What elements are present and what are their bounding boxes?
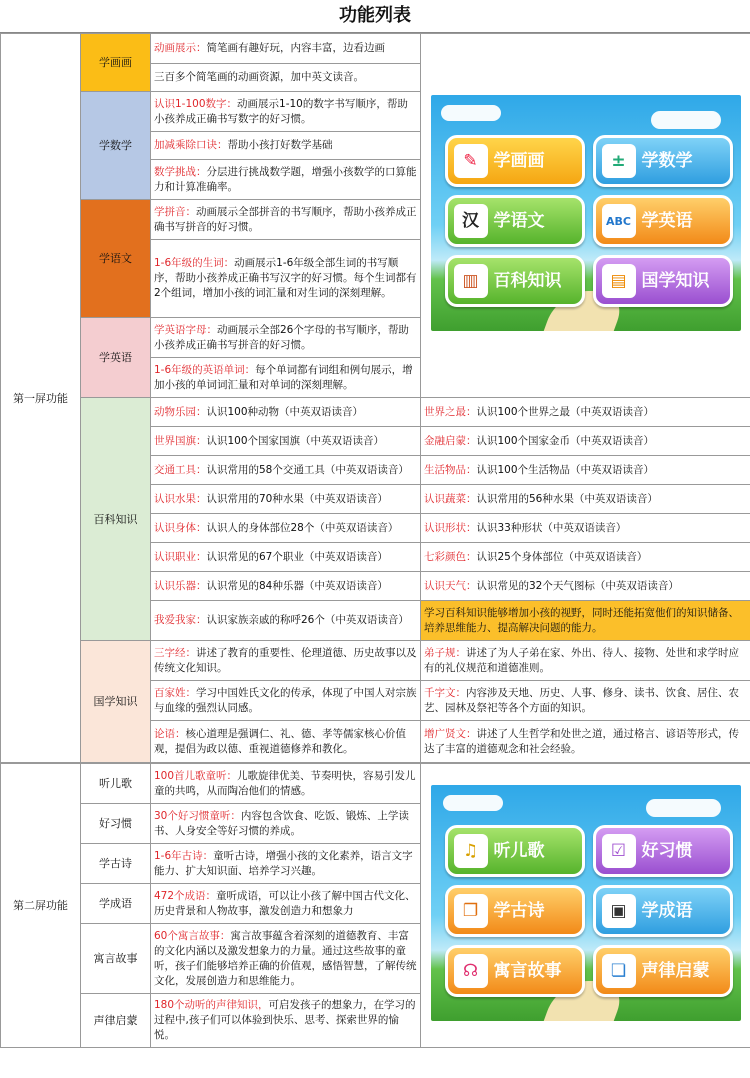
shu-row-1: 认识1-100数字：动画展示1-10的数字书写顺序，帮助小孩养成正确书写数字的好习惯。 xyxy=(151,92,421,132)
category-hua: 学画画 xyxy=(81,34,151,92)
screen1-label: 第一屏功能 xyxy=(1,34,81,763)
category-shu: 学数学 xyxy=(81,92,151,200)
btn-xueyingyu[interactable]: ABC 学英语 xyxy=(593,195,733,247)
screen2-label: 第二屏功能 xyxy=(1,764,81,1048)
open-book-icon: ❏ xyxy=(602,954,636,988)
guo-right-3: 增广贤文：讲述了人生哲学和处世之道，通过格言、谚语等形式，传达了丰富的道德观念和社会经验。 xyxy=(421,721,750,763)
guo-right-2: 千字文：内容涉及天地、历史、人事、修身、读书、饮食、居住、农艺、园林及祭祀等各个方面的知识。 xyxy=(421,681,750,721)
s2-row-3: 1-6年古诗：童听古诗，增强小孩的文化素养，语言文字能力、扩大知识面、培养学习兴趣。 xyxy=(151,844,421,884)
screen2-image-cell xyxy=(421,764,750,1048)
yu-row-1: 学拼音：动画展示全部拼音的书写顺序，帮助小孩养成正确书写拼音的好习惯。 xyxy=(151,200,421,240)
s2-row-4: 472个成语：童听成语，可以让小孩了解中国古代文化、历史背景和人物故事，激发创造力和想象力 xyxy=(151,884,421,924)
btn-guoxuezhishi[interactable]: ▤ 国学知识 xyxy=(593,255,733,307)
btn-haoxiguan[interactable]: ☑ 好习惯 xyxy=(593,825,733,877)
bai-left-8: 我爱我家：认识家族亲戚的称呼26个（中英双语读音） xyxy=(151,601,421,641)
bai-left-2: 世界国旗：认识100个国家国旗（中英双语读音） xyxy=(151,427,421,456)
category-ying: 学英语 xyxy=(81,318,151,398)
category-yu: 学语文 xyxy=(81,200,151,318)
s2-row-5: 60个寓言故事：寓言故事蕴含着深刻的道德教育、丰富的文化内涵以及激发想象力的力量。通过这些故事的童听，孩子们能够培养正确的价值观，感悟智慧，了解传统文化，发展创造力和思维能力。 xyxy=(151,924,421,994)
category-tingerge: 听儿歌 xyxy=(81,764,151,804)
guo-right-1: 弟子规：讲述了为人子弟在家、外出、待人、接物、处世和求学时应有的礼仪规范和道德准则。 xyxy=(421,641,750,681)
pencil-icon: ✎ xyxy=(454,144,488,178)
book-icon: ▤ xyxy=(602,264,636,298)
checklist-icon: ☑ xyxy=(602,834,636,868)
ying-row-2: 1-6年级的英语单词：每个单词都有词组和例句展示，增加小孩的单词词汇量和对单词的深刻理解。 xyxy=(151,358,421,398)
chinese-char-icon: 汉 xyxy=(454,204,488,238)
bai-right-1: 世界之最：认识100个世界之最（中英双语读音） xyxy=(421,398,750,427)
s2-row-2: 30个好习惯童听：内容包含饮食、吃饭、锻炼、上学读书、人身安全等好习惯的养成。 xyxy=(151,804,421,844)
bai-right-4: 认识蔬菜：认识常用的56种水果（中英双语读音） xyxy=(421,485,750,514)
bai-left-7: 认识乐器：认识常见的84种乐器（中英双语读音） xyxy=(151,572,421,601)
category-bai: 百科知识 xyxy=(81,398,151,641)
guo-left-3: 论语：核心道理是强调仁、礼、德、孝等儒家核心价值观，提倡为政以德、重视道德修养和教化。 xyxy=(151,721,421,763)
yu-row-2: 1-6年级的生词：动画展示1-6年级全部生词的书写顺序，帮助小孩养成正确书写汉字的好习惯。每个生词都有2个组词，增加小孩的词汇量和对生词的深刻理解。 xyxy=(151,240,421,318)
screen2-app-panel xyxy=(431,785,741,1021)
headphones-icon: ☊ xyxy=(454,954,488,988)
bai-left-4: 认识水果：认识常用的70种水果（中英双语读音） xyxy=(151,485,421,514)
category-shenglvqimeng: 声律启蒙 xyxy=(81,994,151,1048)
guo-left-2: 百家姓：学习中国姓氏文化的传承，体现了中国人对宗族与血缘的强烈认同感。 xyxy=(151,681,421,721)
btn-xuechengyu[interactable]: ▣ 学成语 xyxy=(593,885,733,937)
guo-left-1: 三字经：讲述了教育的重要性、伦理道德、历史故事以及传统文化知识。 xyxy=(151,641,421,681)
btn-xueyuwen[interactable]: 汉 学语文 xyxy=(445,195,585,247)
btn-baikezhishi[interactable]: ▥ 百科知识 xyxy=(445,255,585,307)
screen2-table xyxy=(0,763,750,1048)
category-yuyangushi: 寓言故事 xyxy=(81,924,151,994)
idiom-book-icon: ▣ xyxy=(602,894,636,928)
btn-shenglvqimeng[interactable]: ❏ 声律启蒙 xyxy=(593,945,733,997)
bai-right-6: 七彩颜色：认识25个身体部位（中英双语读音） xyxy=(421,543,750,572)
hua-row-1: 动画展示：简笔画有趣好玩，内容丰富，边看边画 xyxy=(151,34,421,64)
btn-tingerge[interactable]: ♫ 听儿歌 xyxy=(445,825,585,877)
category-xuechengyu: 学成语 xyxy=(81,884,151,924)
bai-right-3: 生活物品：认识100个生活物品（中英双语读音） xyxy=(421,456,750,485)
screen1-app-panel xyxy=(431,95,741,331)
btn-yuyangushi[interactable]: ☊ 寓言故事 xyxy=(445,945,585,997)
bai-summary: 学习百科知识能够增加小孩的视野，同时还能拓宽他们的知识储备、培养思维能力、提高解决问题的能力。 xyxy=(421,601,750,641)
category-guo: 国学知识 xyxy=(81,641,151,763)
bai-left-6: 认识职业：认识常见的67个职业（中英双语读音） xyxy=(151,543,421,572)
category-haoxiguan: 好习惯 xyxy=(81,804,151,844)
page-title: 功能列表 xyxy=(0,0,750,33)
bai-right-2: 金融启蒙：认识100个国家金币（中英双语读音） xyxy=(421,427,750,456)
bai-left-3: 交通工具：认识常用的58个交通工具（中英双语读音） xyxy=(151,456,421,485)
screen1-image-cell xyxy=(421,34,750,398)
bai-right-5: 认识形状：认识33种形状（中英双语读音） xyxy=(421,514,750,543)
s2-row-1: 100首儿歌童听：儿歌旋律优美、节奏明快，容易引发儿童的共鸣，从而陶冶他们的情感。 xyxy=(151,764,421,804)
bai-left-1: 动物乐园：认识100种动物（中英双语读音） xyxy=(151,398,421,427)
btn-xuehuahua[interactable]: ✎ 学画画 xyxy=(445,135,585,187)
btn-xuegushi[interactable]: ❐ 学古诗 xyxy=(445,885,585,937)
music-note-icon: ♫ xyxy=(454,834,488,868)
shu-row-2: 加减乘除口诀：帮助小孩打好数学基础 xyxy=(151,132,421,160)
shu-row-3: 数学挑战：分层进行挑战数学题，增强小孩数学的口算能力和计算准确率。 xyxy=(151,160,421,200)
btn-xueshuxue[interactable]: ± 学数学 xyxy=(593,135,733,187)
books-icon: ▥ xyxy=(454,264,488,298)
hua-row-2: 三百多个简笔画的动画资源，加中英文读音。 xyxy=(151,64,421,92)
abc-icon: ABC xyxy=(602,204,636,238)
screen1-table xyxy=(0,33,750,763)
category-xuegushi: 学古诗 xyxy=(81,844,151,884)
bai-left-5: 认识身体：认识人的身体部位28个（中英双语读音） xyxy=(151,514,421,543)
scroll-icon: ❐ xyxy=(454,894,488,928)
calculator-icon: ± xyxy=(602,144,636,178)
s2-row-6: 180个动听的声律知识，可启发孩子的想象力，在学习的过程中,孩子们可以体验到快乐、思考、探索世界的愉悦。 xyxy=(151,994,421,1048)
ying-row-1: 学英语字母：动画展示全部26个字母的书写顺序，帮助小孩养成正确书写拼音的好习惯。 xyxy=(151,318,421,358)
bai-right-7: 认识天气：认识常见的32个天气图标（中英双语读音） xyxy=(421,572,750,601)
